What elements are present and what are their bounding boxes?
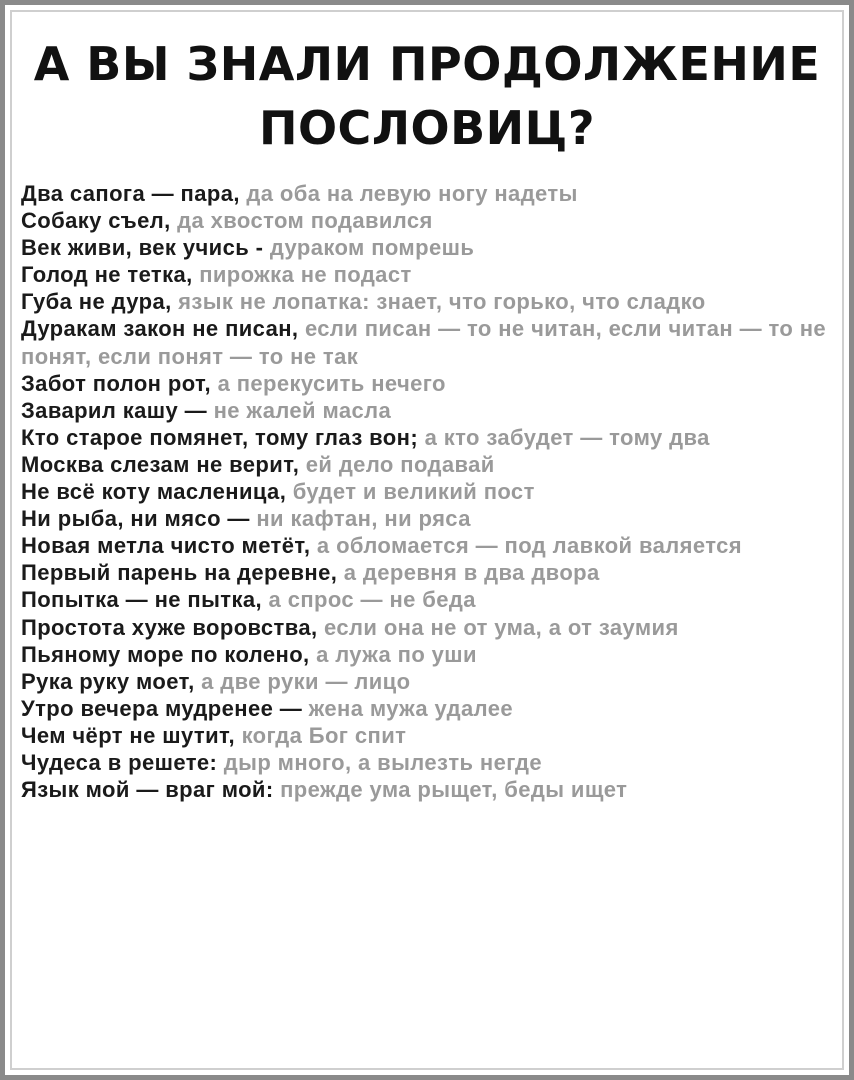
proverb-start: Язык мой — враг мой: (21, 777, 274, 803)
proverb-ending: а кто забудет — тому два (424, 424, 710, 450)
proverb-ending: а лужа по уши (316, 641, 477, 667)
proverb-start: Утро вечера мудренее — (21, 695, 303, 721)
proverb-ending: пирожка не подаст (199, 262, 412, 288)
proverb-start: Кто старое помянет, тому глаз вон; (21, 424, 419, 450)
proverb-ending: а две руки — лицо (201, 668, 411, 694)
proverb-item (21, 370, 836, 397)
proverb-start: Попытка — не пытка, (21, 587, 263, 613)
proverb-start: Собаку съел, (21, 208, 171, 234)
proverb-item (21, 532, 836, 559)
proverb-start: Москва слезам не верит, (21, 451, 300, 477)
proverb-start: Чудеса в решете: (21, 749, 218, 775)
proverb-ending: не жалей масла (213, 397, 392, 423)
proverb-ending: дураком помрешь (269, 235, 475, 261)
proverb-list (21, 180, 836, 803)
proverb-ending: жена мужа удалее (308, 695, 513, 721)
proverb-ending: а деревня в два двора (343, 560, 600, 586)
proverb-start: Новая метла чисто метёт, (21, 533, 311, 559)
proverb-start: Пьяному море по колено, (21, 641, 310, 667)
proverb-start: Ни рыба, ни мясо — (21, 506, 250, 532)
proverb-item (21, 478, 836, 505)
proverb-ending: будет и великий пост (292, 479, 535, 505)
proverb-ending: если писан — то не читан, если читан — то не понят, если понят — то не так (21, 316, 827, 369)
proverb-ending: да оба на левую ногу надеты (246, 181, 578, 206)
proverb-start: Чем чёрт не шутит, (21, 722, 236, 748)
proverb-start: Простота хуже воровства, (21, 614, 318, 640)
proverb-ending: а перекусить нечего (217, 370, 446, 396)
proverb-item (21, 397, 836, 424)
proverb-start: Первый парень на деревне, (21, 560, 338, 586)
proverb-item (21, 614, 836, 641)
proverb-item (21, 749, 836, 776)
proverb-item (21, 586, 836, 613)
proverb-ending: да хвостом подавился (177, 208, 433, 234)
title-line-1: А ВЫ ЗНАЛИ ПРОДОЛЖЕНИЕ (33, 37, 821, 91)
proverb-item (21, 207, 836, 234)
proverb-item (21, 641, 836, 668)
proverb-item (21, 451, 836, 478)
proverb-start: Два сапога — пара, (21, 181, 240, 206)
proverb-item (21, 668, 836, 695)
proverb-start: Забот полон рот, (21, 370, 212, 396)
proverb-item (21, 180, 836, 207)
proverb-item (21, 695, 836, 722)
title-line-2: ПОСЛОВИЦ? (258, 101, 596, 155)
proverb-ending: язык не лопатка: знает, что горько, что сладко (178, 289, 706, 315)
proverb-ending: ей дело подавай (305, 451, 495, 477)
proverb-item (21, 776, 836, 803)
proverb-item (21, 288, 836, 315)
proverb-ending: а обломается — под лавкой валяется (316, 533, 742, 559)
proverb-item (21, 234, 836, 261)
proverb-item (21, 315, 836, 369)
proverb-start: Дуракам закон не писан, (21, 316, 299, 342)
proverb-ending: прежде ума рыщет, беды ищет (280, 777, 628, 803)
proverb-ending: а спрос — не беда (268, 587, 476, 613)
proverb-start: Не всё коту масленица, (21, 479, 287, 505)
proverb-item (21, 424, 836, 451)
proverb-start: Заварил кашу — (21, 397, 208, 423)
proverb-ending: если она не от ума, а от заумия (324, 614, 679, 640)
proverb-item (21, 722, 836, 749)
proverb-item (21, 505, 836, 532)
proverb-ending: ни кафтан, ни ряса (256, 506, 471, 532)
proverb-ending: когда Бог спит (241, 722, 407, 748)
proverb-item (21, 559, 836, 586)
proverb-ending: дыр много, а вылезть негде (223, 749, 542, 775)
proverb-item (21, 261, 836, 288)
proverb-start: Губа не дура, (21, 289, 172, 315)
proverb-start: Век живи, век учись - (21, 235, 264, 261)
proverb-start: Рука руку моет, (21, 668, 195, 694)
proverb-start: Голод не тетка, (21, 262, 193, 288)
